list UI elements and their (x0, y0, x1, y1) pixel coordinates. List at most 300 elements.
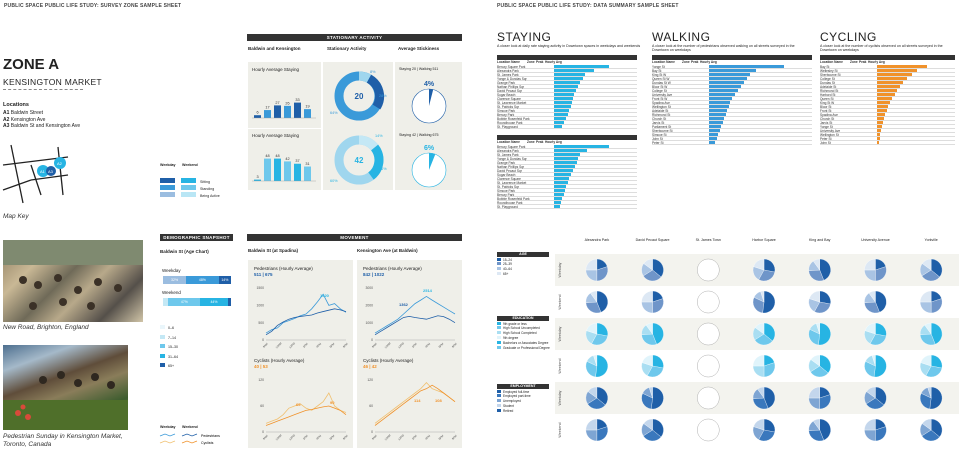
row-location: Dundas St W (652, 80, 671, 85)
x-tick-label: 2PM (410, 341, 418, 349)
row-location: St. Playground (497, 204, 518, 209)
staying-bar (294, 164, 301, 181)
row-bar (554, 109, 569, 112)
row-location: Berczy Park (497, 112, 515, 117)
matrix-legend-item: Employed part-time (497, 394, 549, 398)
demographic-segment: 47% (168, 298, 200, 306)
row-bar (709, 85, 741, 88)
row-location: Jarvis St (652, 120, 665, 125)
row-location: Richmond St (820, 88, 839, 93)
row-bar (709, 93, 735, 96)
table-row (820, 141, 955, 145)
svg-text:A1: A1 (40, 169, 45, 174)
x-tick-label: 8AM (370, 341, 378, 349)
row-location: College St (652, 88, 667, 93)
column-header: Peak (691, 60, 699, 64)
row-bar (554, 205, 560, 208)
row-bar (877, 117, 884, 120)
series-line (266, 309, 346, 335)
activity-legend (160, 170, 220, 198)
staying-bar (274, 105, 281, 118)
stationary-col2-title: Stationary Activity (327, 46, 367, 51)
donut-weekday-center: 20 (354, 92, 364, 101)
row-location: Parliament St (652, 124, 672, 129)
matrix-legend-item: Graduate or Professional Degree (497, 346, 549, 350)
demographic-weekend-bar (163, 298, 231, 306)
photo-brighton (3, 240, 143, 322)
age-legend-item: 65+ (168, 364, 175, 368)
x-tick-label: 2PM (301, 433, 309, 441)
staying-bar (264, 110, 271, 118)
stickiness-weekday-pct: 4% (423, 81, 435, 88)
row-bar (554, 65, 609, 68)
row-location: Roundhouse Park (497, 200, 523, 205)
demographic-segment: 48% (186, 276, 219, 284)
staying-bar-label: 42 (285, 156, 290, 161)
row-location: Bobbie Rosenfeld Park (497, 116, 530, 121)
column-header: Hourly Avg (700, 60, 717, 64)
matrix-legend (497, 316, 549, 350)
demographic-matrix (497, 238, 959, 450)
locations-list (3, 110, 80, 130)
row-location: St. Patricks Sqr (497, 184, 519, 189)
row-bar (877, 65, 927, 68)
matrix-legend-item: 40–64 (497, 267, 549, 271)
right-cyc-chart (359, 376, 459, 444)
row-bar (554, 189, 565, 192)
matrix-column-header: Harbor Square (752, 238, 776, 242)
weekend-staying-label: Hourly Average Staying (252, 133, 299, 138)
staying-bar-label: 27 (275, 100, 280, 105)
y-tick-label: 500 (258, 320, 264, 325)
y-tick-label: 2000 (365, 303, 373, 308)
row-location: Clarence Square (497, 176, 521, 181)
row-bar (554, 69, 594, 72)
matrix-pie-slice (763, 291, 775, 313)
matrix-row-label: Weekend (558, 294, 562, 310)
stickiness-weekday-gauge (409, 76, 449, 126)
x-tick-label: 8PM (450, 341, 458, 349)
row-bar (709, 109, 727, 112)
y-tick-label: 1500 (256, 286, 264, 291)
matrix-legend-item: Bachelors or Associates Degree (497, 341, 549, 345)
row-location: Sugar Beach (497, 92, 516, 97)
row-location: Yonge St (652, 64, 665, 69)
staying-bar (274, 159, 281, 181)
row-bar (709, 77, 747, 80)
table-row (497, 125, 637, 129)
stickiness-weekend-pct: 6% (423, 145, 435, 152)
donut-weekend-pct: 14% (375, 134, 383, 138)
matrix-pie-slice (753, 355, 764, 366)
row-location: Richmond St (652, 112, 671, 117)
matrix-pie-empty (697, 419, 719, 441)
row-bar (554, 73, 585, 76)
row-bar (554, 185, 566, 188)
photo-caption-2: Pedestrian Sunday in Kensington Market, Toronto, Canada (3, 433, 123, 448)
photo-brighton-scene (3, 240, 143, 322)
age-legend (160, 322, 178, 370)
matrix-row-label: Weekday (558, 262, 562, 278)
staying-bar-label: 19 (305, 104, 310, 109)
left-cyc-values: 40 | 53 (254, 364, 268, 369)
x-tick-label: 6PM (328, 341, 336, 349)
x-tick-label: 2PM (301, 341, 309, 349)
stickiness-weekend-gauge (409, 140, 449, 190)
row-bar (877, 113, 885, 116)
row-location: Sugar Beach (497, 172, 516, 177)
row-location: John St (820, 140, 831, 145)
staying-bar-label: 37 (295, 159, 300, 164)
matrix-column-header: King and Bay (809, 238, 831, 242)
row-bar (554, 153, 580, 156)
x-tick-label: 8AM (261, 433, 269, 441)
peak-label: 1362 (399, 302, 408, 307)
demographic-segment: 14% (219, 276, 231, 284)
x-tick-label: 12PM (396, 341, 405, 350)
row-bar (709, 73, 750, 76)
row-location: Spadina Ave (820, 112, 838, 117)
row-location: Wellington St (652, 104, 671, 109)
row-bar (877, 93, 895, 96)
column-header: Hourly Avg (545, 60, 562, 64)
matrix-pie-slice (642, 302, 653, 313)
row-location: Roundhouse Park (497, 120, 523, 125)
column-header: Peak (536, 60, 544, 64)
donut-weekend-pct: 26% (379, 167, 387, 171)
matrix-pie-slice (642, 291, 653, 302)
demographic-weekday-label: Weekday (162, 268, 181, 273)
row-bar (877, 121, 883, 124)
row-bar (709, 113, 726, 116)
peak-label: 114 (414, 398, 421, 403)
walking-table (652, 55, 812, 215)
row-location: Bloor St (820, 104, 832, 109)
row-location: St. Playground (497, 124, 518, 129)
svg-text:A3: A3 (48, 169, 53, 174)
x-tick-label: 8PM (450, 433, 458, 441)
column-header: Peak (536, 140, 544, 144)
row-bar (877, 137, 880, 140)
demographic-subtitle: Baldwin St (Age Chart) (160, 249, 209, 254)
matrix-legend-item: 9th degree (497, 336, 549, 340)
legend-item: Standing (200, 187, 215, 191)
row-bar (709, 129, 720, 132)
x-tick-label: 12PM (287, 341, 296, 350)
peak-label: 108 (435, 398, 442, 403)
column-header: Hourly Avg (868, 60, 885, 64)
right-ped-label: Pedestrians (Hourly Average) (363, 266, 422, 271)
stationary-col1-title: Baldwin and Kensington (248, 46, 301, 51)
matrix-pie-slice (864, 430, 875, 441)
row-bar (554, 193, 564, 196)
movement-right-title: Kensington Ave (at Baldwin) (357, 248, 418, 253)
matrix-legend (497, 252, 549, 277)
right-ped-chart (359, 284, 459, 352)
row-bar (554, 105, 571, 108)
column-header: Location Name (820, 60, 843, 64)
staying-bar (254, 115, 261, 118)
row-location: Harbord St (820, 92, 836, 97)
row-location: Bay St (820, 64, 830, 69)
staying-bar-label: 3 (256, 175, 259, 180)
row-location: Sherbourne St (652, 128, 673, 133)
stationary-section-title: STATIONARY ACTIVITY (247, 34, 462, 41)
matrix-pie-slice (653, 355, 664, 368)
row-location: Peter St (820, 136, 832, 141)
row-location: Nathan Phillips Sqr (497, 84, 525, 89)
row-location: Church St (820, 116, 835, 121)
row-bar (709, 65, 784, 68)
legend-item: Being Active (200, 194, 220, 198)
row-location: Peter St (652, 140, 664, 145)
matrix-legend-item: 15–24 (497, 258, 549, 262)
matrix-legend-item: Employed full-time (497, 390, 549, 394)
matrix-pie-slice (920, 291, 931, 302)
row-location: Grange Park (497, 160, 516, 165)
donut-weekend-center: 42 (354, 156, 364, 165)
row-bar (554, 201, 561, 204)
weekend-staying-bars (252, 145, 318, 187)
row-bar (554, 101, 572, 104)
matrix-legend-title: AGE (497, 252, 549, 257)
stickiness-weekday-label: Staying 20 | Walking 511 (399, 67, 439, 71)
x-tick-label: 6PM (437, 433, 445, 441)
matrix-legend-title: EDUCATION (497, 316, 549, 321)
staying-bar-label: 48 (265, 154, 270, 159)
row-bar (554, 165, 575, 168)
matrix-row-label: Weekend (558, 358, 562, 374)
column-header: Hourly Avg (545, 140, 562, 144)
x-tick-label: 6PM (437, 341, 445, 349)
movement-left-panel (248, 260, 353, 448)
row-bar (554, 177, 569, 180)
column-header: Zone (682, 60, 690, 64)
x-tick-label: 2PM (410, 433, 418, 441)
row-location: Simcoe Park (497, 108, 516, 113)
row-location: David Pecaut Sqr (497, 168, 522, 173)
age-legend-item: 0–6 (168, 326, 174, 330)
row-location: Nathan Phillips Sqr (497, 164, 525, 169)
row-location: Church St (652, 116, 667, 121)
zone-map (3, 135, 73, 205)
row-location: St. Lawrence Market (497, 180, 527, 185)
column-header: Zone (527, 60, 535, 64)
row-location: Queen St W (652, 76, 670, 81)
staying-bar-label: 6 (256, 110, 259, 115)
matrix-legend-item: Retired (497, 409, 549, 413)
donut-weekday-slice (359, 76, 369, 79)
matrix-pie-empty (697, 387, 719, 409)
photo-kensington-scene (3, 345, 128, 430)
row-location: Grange Park (497, 80, 516, 85)
left-ped-label: Pedestrians (Hourly Average) (254, 266, 313, 271)
row-bar (709, 105, 729, 108)
row-location: Clarence Square (497, 96, 521, 101)
staying-bar (254, 180, 261, 181)
row-location: Wellesley St (820, 68, 838, 73)
row-location: David Pecaut Sqr (497, 88, 522, 93)
row-bar (709, 97, 732, 100)
staying-bar-label: 17 (265, 105, 270, 110)
matrix-row-label: Weekday (558, 326, 562, 342)
row-bar (554, 113, 568, 116)
matrix-column-header: Yorkville (924, 238, 938, 242)
row-location: Front St (820, 108, 832, 113)
matrix-legend-item: 25–39 (497, 262, 549, 266)
row-bar (554, 81, 580, 84)
row-bar (877, 101, 890, 104)
row-location: Alexandra Park (497, 68, 519, 73)
cycling-table (820, 55, 955, 215)
matrix-pie-slice (586, 419, 597, 430)
photo-kensington (3, 345, 128, 430)
row-location: John St (652, 136, 663, 141)
matrix-legend-item: Student (497, 404, 549, 408)
row-bar (554, 145, 609, 148)
row-location: St. James Park (497, 72, 519, 77)
movement-legend-weekday: Weekday (160, 425, 176, 429)
row-location: Bobbie Rosenfeld Park (497, 196, 530, 201)
column-header: Location Name (497, 140, 520, 144)
staying-bar-label: 26 (285, 101, 290, 106)
row-bar (554, 173, 571, 176)
movement-left-title: Baldwin St (at Spadina) (248, 248, 299, 253)
age-legend-item: 7–14 (168, 335, 176, 340)
row-bar (709, 81, 744, 84)
right-ped-values: 842 | 1022 (363, 272, 385, 277)
location-item: A3 Baldwin St and Kensington Ave (3, 123, 81, 129)
staying-bar (284, 161, 291, 181)
row-location: Wellington St (820, 132, 839, 137)
age-legend-item: 31–64 (168, 354, 178, 359)
svg-text:A2: A2 (57, 161, 62, 166)
demographic-weekend-label: Weekend (162, 290, 181, 295)
demographic-weekday-bar (163, 276, 231, 284)
y-tick-label: 60 (369, 404, 373, 409)
map-key-label: Map Key (3, 213, 29, 220)
matrix-pie-empty (697, 323, 719, 345)
row-location: Alexandra Park (497, 148, 519, 153)
row-bar (877, 133, 880, 136)
donut-weekday-pct: 28% (379, 94, 387, 98)
staying-bar-label: 48 (275, 154, 280, 159)
zone-subtitle: KENSINGTON MARKET (3, 77, 102, 87)
row-location: Jarvis St (820, 120, 833, 125)
row-location: King St W (820, 100, 835, 105)
y-tick-label: 1000 (365, 320, 373, 325)
matrix-pie-slice (764, 419, 775, 432)
cycling-desc: A closer look at the number of cyclists observed on all streets surveyed in the Downtown on weekdays (820, 44, 943, 52)
legend-pedestrians: Pedestrians (201, 434, 220, 438)
row-location: University Ave (820, 128, 841, 133)
matrix-pie-slice (586, 430, 597, 441)
locations-label: Locations (3, 102, 29, 108)
y-tick-label: 0 (262, 338, 264, 343)
row-bar (877, 109, 887, 112)
series-line (375, 385, 455, 425)
stationary-col3-title: Average Stickiness (398, 46, 440, 51)
weekday-staying-bars (252, 82, 318, 124)
series-line (375, 316, 455, 335)
x-tick-label: 4PM (315, 341, 323, 349)
peak-label: 90 (330, 400, 335, 405)
x-tick-label: 10AM (274, 433, 283, 442)
row-bar (877, 73, 912, 76)
donut-weekday (331, 66, 387, 126)
walking-title: WALKING (652, 30, 711, 44)
matrix-legend-item: Unemployed (497, 399, 549, 403)
matrix-pie-slice (864, 419, 875, 430)
left-cyc-chart (250, 376, 350, 444)
zone-title: ZONE A (3, 56, 60, 73)
x-tick-label: 8PM (341, 341, 349, 349)
right-sheet-title: PUBLIC SPACE PUBLIC LIFE STUDY: DATA SUMMARY SAMPLE SHEET (497, 3, 679, 9)
row-location: Yonge St (820, 124, 833, 129)
staying-bar (284, 106, 291, 118)
matrix-column-header: St. James Town (695, 238, 721, 242)
row-bar (554, 117, 566, 120)
matrix-column-header: Alexandra Park (584, 238, 610, 242)
column-header: Zone (527, 140, 535, 144)
row-bar (554, 97, 573, 100)
y-tick-label: 60 (260, 404, 264, 409)
x-tick-label: 4PM (424, 433, 432, 441)
x-tick-label: 8PM (341, 433, 349, 441)
matrix-legend-item: 65+ (497, 272, 549, 276)
legend-cyclists: Cyclists (201, 441, 214, 445)
row-bar (709, 69, 756, 72)
matrix-column-header: University Avenue (861, 238, 890, 242)
x-tick-label: 12PM (287, 433, 296, 442)
staying-bar-label: 31 (305, 162, 310, 167)
left-sheet-title: PUBLIC SPACE PUBLIC LIFE STUDY: SURVEY ZONE SAMPLE SHEET (4, 3, 182, 9)
row-bar (554, 85, 578, 88)
x-tick-label: 10AM (274, 341, 283, 350)
row-location: Adelaide St (820, 84, 837, 89)
demographic-section-title: DEMOGRAPHIC SNAPSHOT (160, 234, 233, 241)
matrix-pie-slice (820, 291, 831, 304)
matrix-pie-slice (753, 366, 764, 377)
matrix-legend-title: EMPLOYMENT (497, 384, 549, 389)
matrix-legend-item: High School Uncompleted (497, 326, 549, 330)
stationary-activity-panel (323, 62, 393, 190)
x-tick-label: 4PM (315, 433, 323, 441)
age-legend-item: 15–30 (168, 345, 178, 349)
donut-weekend (331, 130, 387, 190)
matrix-pie-empty (697, 355, 719, 377)
row-bar (709, 89, 738, 92)
row-location: Front St W (652, 96, 668, 101)
matrix-legend-item: 9th grade or less (497, 322, 549, 326)
x-tick-label: 8AM (370, 433, 378, 441)
row-location: Yonge & Dundas Sqr (497, 156, 527, 161)
stickiness-panel (395, 62, 462, 190)
series-line (266, 406, 346, 426)
matrix-column-header: David Pecaut Square (635, 238, 670, 242)
left-cyc-label: Cyclists (Hourly Average) (254, 358, 305, 363)
matrix-pie-slice (920, 302, 931, 313)
row-location: Bay St (652, 68, 662, 73)
x-tick-label: 8AM (261, 341, 269, 349)
matrix-pie-slice (931, 355, 942, 368)
row-location: King St W (652, 72, 667, 77)
left-ped-chart (250, 284, 350, 352)
location-item: A2 Kensington Ave (3, 116, 46, 123)
matrix-pie-slice (595, 355, 607, 377)
weekday-staying-panel (248, 62, 321, 128)
row-location: Berczy Square Park (497, 64, 526, 69)
